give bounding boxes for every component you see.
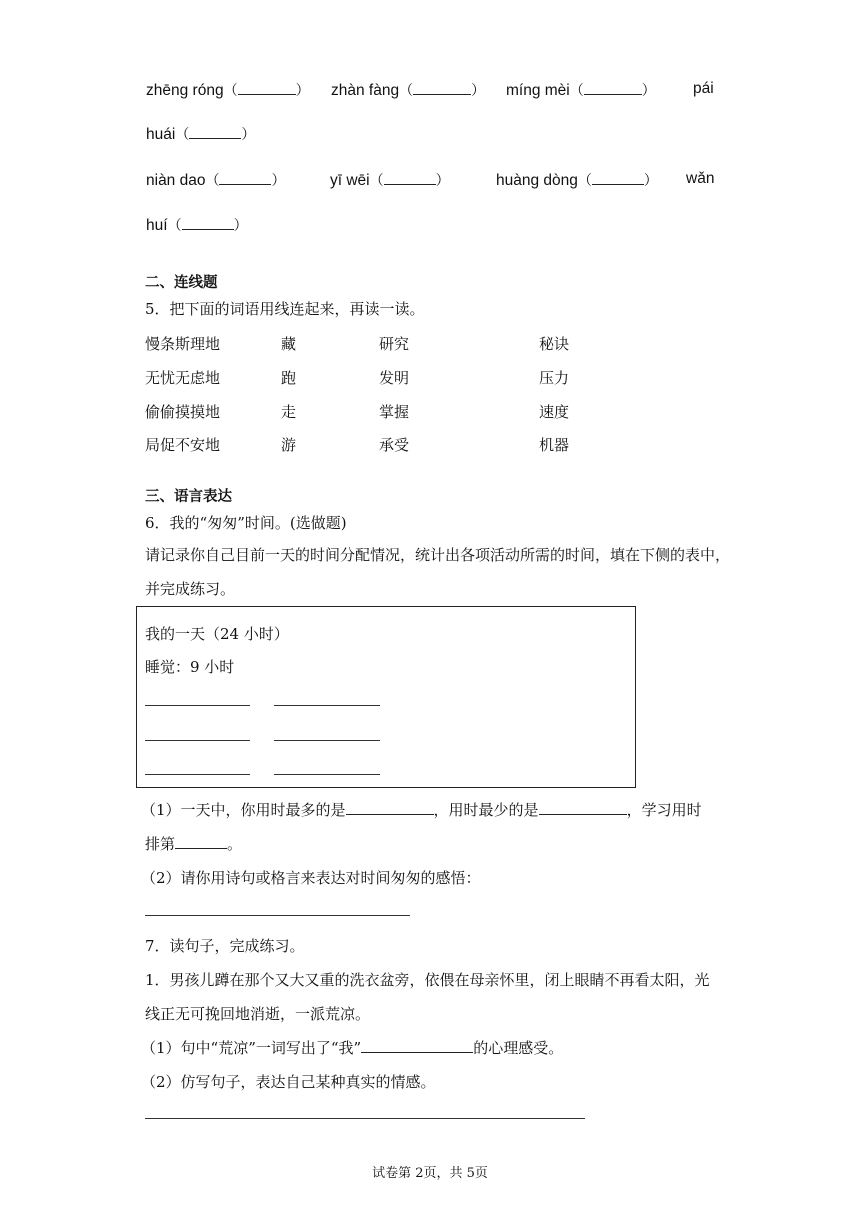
page-footer: 试卷第 2页，共 5页 — [372, 1166, 488, 1181]
pinyin-text: zhēng róng — [146, 82, 224, 99]
paren-close: ） — [295, 83, 310, 99]
question-7-2: （2）仿写句子，表达自己某种真实的情感。 — [141, 1073, 436, 1091]
pinyin-item-2 — [331, 80, 485, 100]
duration-blank[interactable] — [274, 774, 380, 775]
question-7: 7．读句子，完成练习。 — [145, 937, 305, 955]
pinyin-text: huái — [146, 126, 176, 143]
question-6-1 — [141, 799, 702, 820]
match-col1-item[interactable]: 慢条斯理地 — [145, 335, 221, 353]
match-col4-item[interactable]: 速度 — [539, 403, 570, 421]
paren-close: ） — [643, 173, 658, 189]
text: 排第 — [145, 835, 176, 853]
pinyin-text: huí — [146, 217, 168, 234]
answer-blank[interactable] — [384, 170, 436, 185]
pinyin-text: zhàn fàng — [331, 82, 400, 99]
paren-close: ） — [435, 173, 450, 189]
pinyin-item-8-start — [686, 170, 714, 188]
pinyin-text: pái — [693, 80, 714, 97]
section-heading-matching: 二、连线题 — [145, 275, 218, 291]
answer-blank[interactable] — [346, 800, 434, 815]
answer-blank[interactable] — [592, 170, 644, 185]
answer-blank[interactable] — [189, 124, 241, 139]
match-col1-item[interactable]: 无忧无虑地 — [145, 369, 221, 387]
pinyin-item-4-end — [146, 124, 255, 144]
duration-blank[interactable] — [274, 705, 380, 706]
question-6-desc: 请记录你自己目前一天的时间分配情况，统计出各项活动所需的时间，填在下侧的表中， — [145, 546, 731, 564]
answer-blank[interactable] — [539, 800, 627, 815]
match-col3-item[interactable]: 承受 — [379, 436, 410, 454]
answer-blank[interactable] — [175, 834, 227, 849]
question-7-sentence-cont: 线正无可挽回地消逝，一派荒凉。 — [145, 1005, 371, 1023]
section-heading-expression: 三、语言表达 — [145, 489, 232, 505]
answer-blank[interactable] — [182, 215, 234, 230]
answer-line[interactable] — [145, 915, 410, 916]
text: （1）句中“荒凉”一词写出了“我” — [141, 1039, 362, 1057]
match-col2-item[interactable]: 藏 — [281, 335, 297, 353]
box-sleep: 睡觉：9 小时 — [145, 658, 235, 676]
text: （1）一天中，你用时最多的是 — [141, 801, 346, 819]
pinyin-item-4-start — [693, 80, 714, 98]
paren-open: （ — [223, 83, 238, 99]
activity-blank[interactable] — [145, 740, 250, 741]
pinyin-item-7 — [496, 170, 658, 190]
match-col2-item[interactable]: 跑 — [281, 369, 297, 387]
pinyin-text: yī wēi — [330, 172, 370, 189]
text: ，学习用时 — [626, 801, 702, 819]
match-col3-item[interactable]: 发明 — [379, 369, 410, 387]
paren-open: （ — [569, 83, 584, 99]
paren-close: ） — [271, 173, 286, 189]
match-col3-item[interactable]: 研究 — [379, 335, 410, 353]
answer-blank[interactable] — [238, 80, 296, 95]
pinyin-item-6 — [330, 170, 450, 190]
text: 。 — [227, 835, 243, 853]
question-7-sentence: 1．男孩儿蹲在那个又大又重的洗衣盆旁，依偎在母亲怀里，闭上眼睛不再看太阳，光 — [145, 971, 710, 989]
duration-blank[interactable] — [274, 740, 380, 741]
match-col2-item[interactable]: 走 — [281, 403, 297, 421]
pinyin-item-1 — [146, 80, 310, 100]
question-6-desc-cont: 并完成练习。 — [145, 580, 236, 598]
match-col4-item[interactable]: 秘诀 — [539, 335, 570, 353]
answer-line[interactable] — [145, 1118, 585, 1119]
pinyin-text: huàng dòng — [496, 172, 578, 189]
activity-blank[interactable] — [145, 705, 250, 706]
activity-blank[interactable] — [145, 774, 250, 775]
paren-close: ） — [641, 83, 656, 99]
match-col1-item[interactable]: 局促不安地 — [145, 436, 221, 454]
pinyin-item-3 — [506, 80, 656, 100]
pinyin-item-5 — [146, 170, 285, 190]
pinyin-text: míng mèi — [506, 82, 570, 99]
paren-open: （ — [167, 218, 182, 234]
match-col2-item[interactable]: 游 — [281, 436, 297, 454]
question-6-1-cont — [145, 833, 242, 854]
paren-close: ） — [471, 83, 486, 99]
paren-open: （ — [369, 173, 384, 189]
answer-blank[interactable] — [361, 1038, 473, 1053]
paren-open: （ — [205, 173, 220, 189]
box-title: 我的一天（24 小时） — [145, 625, 289, 643]
paren-close: ） — [241, 127, 256, 143]
pinyin-text: wǎn — [686, 170, 715, 187]
time-record-box — [136, 606, 636, 788]
question-5: 5．把下面的词语用线连起来，再读一读。 — [145, 300, 425, 318]
question-6-2: （2）请你用诗句或格言来表达对时间匆匆的感悟： — [141, 869, 481, 887]
paren-open: （ — [399, 83, 414, 99]
paren-close: ） — [233, 218, 248, 234]
paren-open: （ — [175, 127, 190, 143]
pinyin-text: niàn dao — [146, 172, 206, 189]
match-col4-item[interactable]: 机器 — [539, 436, 570, 454]
answer-blank[interactable] — [584, 80, 642, 95]
text: ，用时最少的是 — [433, 801, 539, 819]
answer-blank[interactable] — [413, 80, 471, 95]
pinyin-item-8-end — [146, 215, 248, 235]
paren-open: （ — [577, 173, 592, 189]
match-col1-item[interactable]: 偷偷摸摸地 — [145, 403, 221, 421]
question-7-1 — [141, 1037, 563, 1058]
question-6: 6．我的“匆匆”时间。(选做题) — [145, 514, 347, 532]
answer-blank[interactable] — [219, 170, 271, 185]
text: 的心理感受。 — [473, 1039, 564, 1057]
match-col3-item[interactable]: 掌握 — [379, 403, 410, 421]
match-col4-item[interactable]: 压力 — [539, 369, 570, 387]
